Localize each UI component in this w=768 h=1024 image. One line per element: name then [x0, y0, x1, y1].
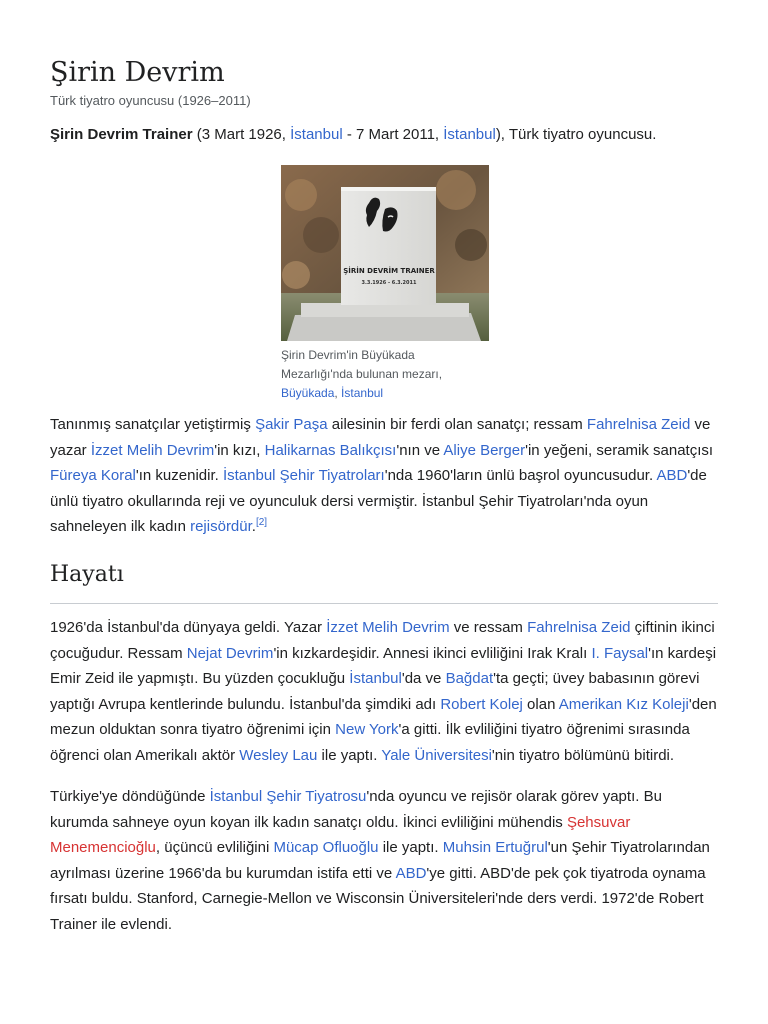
caption-link-buyukada[interactable]: Büyükada	[281, 386, 335, 400]
intro-text: 'ın kuzenidir.	[135, 467, 223, 484]
life-text: 'nin tiyatro bölümünü bitirdi.	[491, 746, 675, 764]
life-text: 'un Şehir Tiyatrolarından ayrılması üzerine 1966'da bu kurumdan istifa etti ve	[50, 839, 710, 882]
link-fahrelnisa-zeid-2[interactable]: Fahrelnisa Zeid	[527, 619, 631, 636]
life-paragraph-2	[50, 784, 718, 937]
page-subtitle: Türk tiyatro oyuncusu (1926–2011)	[50, 93, 251, 108]
link-istanbul[interactable]: İstanbul	[349, 670, 402, 687]
intro-text: ve yazar	[50, 416, 711, 459]
link-fahrelnisa-zeid[interactable]: Fahrelnisa Zeid	[586, 416, 691, 433]
link-istanbul-birth[interactable]: İstanbul	[290, 126, 343, 143]
caption-separator: ,	[334, 386, 342, 400]
intro-text: .	[251, 518, 256, 535]
life-text: 'da ve	[401, 670, 446, 687]
link-wesley-lau[interactable]: Wesley Lau	[239, 746, 318, 764]
link-robert-kolej[interactable]: Robert Kolej	[440, 695, 523, 713]
life-text: 1926'da İstanbul'da dünyaya geldi. Yazar	[50, 619, 327, 636]
life-text: Türkiye'ye döndüğünde	[50, 788, 210, 805]
caption-link-istanbul[interactable]: İstanbul	[341, 386, 384, 400]
intro-text: Tanınmış sanatçılar yetiştirmiş	[50, 416, 256, 433]
link-aliye-berger[interactable]: Aliye Berger	[443, 441, 526, 459]
lead-text: ), Türk tiyatro oyuncusu.	[495, 126, 657, 143]
section-heading-hayati: Hayatı	[50, 562, 124, 587]
life-text: 'in kızkardeşidir. Annesi ikinci evliliğini Irak Kralı	[273, 644, 592, 662]
life-paragraph-1	[50, 615, 718, 768]
link-sakir-pasa[interactable]: Şakir Paşa	[255, 416, 328, 433]
life-text: çiftinin ikinci çocuğudur. Ressam	[50, 619, 715, 662]
section-divider	[50, 603, 718, 604]
lead-bold-name: Şirin Devrim Trainer	[50, 126, 193, 143]
link-abd[interactable]: ABD	[656, 467, 688, 484]
intro-text: 'nda 1960'ların ünlü başrol oyuncusudur.	[384, 467, 657, 484]
life-text: 'ta geçti; üvey babasının görevi yaptığı Avrupa kentlerinde bulundu. İstanbul'da şimdiki adı	[50, 670, 700, 713]
life-text: 'ın kardeşi Emir Zeid ile yapmıştı. Bu yüzden çocukluğu	[50, 644, 717, 687]
link-bagdat[interactable]: Bağdat	[445, 670, 494, 687]
link-abd-2[interactable]: ABD	[395, 864, 427, 882]
life-text: olan	[522, 695, 559, 713]
link-fureya-koral[interactable]: Füreya Koral	[50, 467, 136, 484]
life-text: 'nda oyuncu ve rejisör olarak görev yaptı. Bu kurumda sahneye oyun koyan ilk kadın sanatçı oldu. İkinci evliliğini mühendis	[50, 788, 662, 831]
intro-text: 'in kızı,	[214, 441, 265, 459]
link-istanbul-sehir-tiyatrolari[interactable]: İstanbul Şehir Tiyatroları	[222, 467, 385, 484]
life-text: 'den mezun olduktan sonra tiyatro öğrenimi için	[50, 695, 717, 738]
intro-text: ailesinin bir ferdi olan sanatçı; ressam	[327, 416, 587, 433]
intro-text: 'nın ve	[396, 441, 444, 459]
plaque-dates-text: 3.3.1926 - 6.3.2011	[361, 280, 417, 286]
caption-text: Şirin Devrim'in Büyükada Mezarlığı'nda bulunan mezarı,	[281, 348, 443, 381]
life-text: ve ressam	[449, 619, 528, 636]
lead-text: - 7 Mart 2011,	[342, 126, 444, 143]
link-nejat-devrim[interactable]: Nejat Devrim	[186, 644, 274, 662]
link-amerikan-kiz-koleji[interactable]: Amerikan Kız Koleji	[558, 695, 689, 713]
life-text: 'a gitti. İlk evliliğini tiyatro öğrenimi sırasında öğrenci olan Amerikalı aktör	[50, 721, 690, 764]
intro-text: 'in yeğeni, seramik sanatçısı	[525, 441, 714, 459]
link-istanbul-sehir-tiyatrosu[interactable]: İstanbul Şehir Tiyatrosu	[209, 788, 367, 805]
grave-figure	[281, 165, 489, 403]
link-halikarnas-balikcisi[interactable]: Halikarnas Balıkçısı	[264, 441, 397, 459]
redlink-sehsuvar-menemencioglu[interactable]: Şehsuvar Menemencioğlu	[50, 813, 631, 856]
reference-link[interactable]: [2]	[255, 517, 268, 528]
life-text: , üçüncü evliliğini	[155, 839, 274, 856]
link-izzet-melih-devrim-2[interactable]: İzzet Melih Devrim	[326, 619, 450, 636]
link-rejisor[interactable]: rejisördür	[190, 518, 252, 535]
link-yale-universitesi[interactable]: Yale Üniversitesi	[381, 746, 492, 764]
lead-paragraph	[50, 122, 718, 148]
lead-text: (3 Mart 1926,	[192, 126, 291, 143]
intro-text: 'de ünlü tiyatro okullarında reji ve oyunculuk dersi vermiştir. İstanbul Şehir Tiyatroları'nda oyun sahneleyen ilk kadın	[50, 467, 707, 535]
life-text: ile yaptı.	[378, 839, 443, 856]
link-izzet-melih-devrim[interactable]: İzzet Melih Devrim	[90, 441, 215, 459]
plaque-name-text: ŞİRİN DEVRİM TRAINER	[343, 267, 435, 275]
link-istanbul-death[interactable]: İstanbul	[443, 126, 496, 143]
figure-caption	[281, 346, 481, 403]
life-text: 'ye gitti. ABD'de pek çok tiyatroda oynama fırsatı buldu. Stanford, Carnegie-Mellon ve Wisconsin Üniversiteleri'nde ders verdi. 1972'de Robert Trainer ile evlendi.	[50, 864, 706, 933]
grave-photo[interactable]	[281, 165, 489, 341]
life-text: ile yaptı.	[317, 746, 382, 764]
link-muhsin-ertugrul[interactable]: Muhsin Ertuğrul	[442, 839, 548, 856]
intro-paragraph	[50, 412, 718, 540]
link-new-york[interactable]: New York	[335, 721, 399, 738]
page-title: Şirin Devrim	[50, 57, 225, 88]
link-mucap-ofluoglu[interactable]: Mücap Ofluoğlu	[273, 839, 379, 856]
link-i-faysal[interactable]: I. Faysal	[591, 644, 649, 662]
